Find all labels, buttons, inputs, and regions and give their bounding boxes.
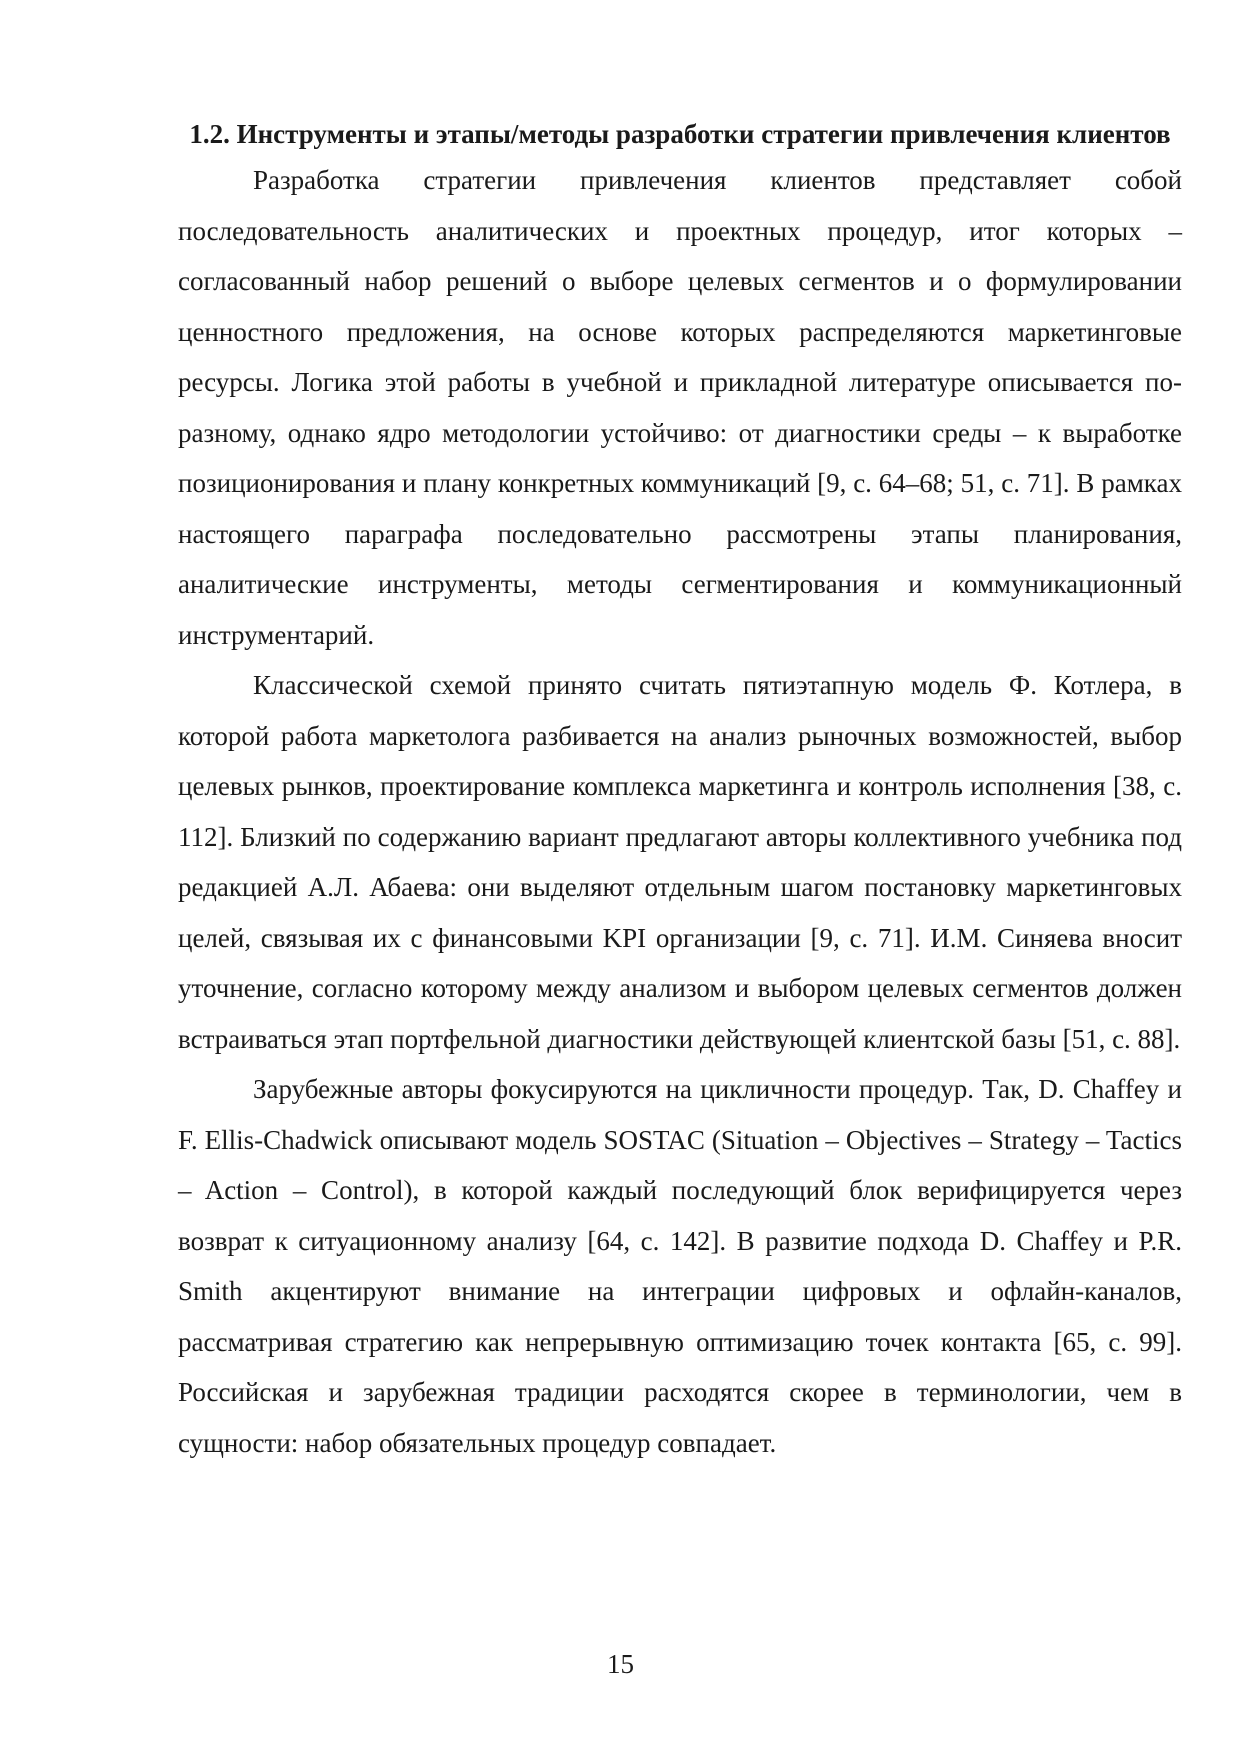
document-page [178,118,1182,1468]
section-heading: 1.2. Инструменты и этапы/методы разработки стратегии привлечения клиентов [189,119,1171,149]
paragraph-1: Разработка стратегии привлечения клиентов представляет собой последовательность аналитических и проектных процедур, итог которых – согласованный набор решений о выборе целевых сегментов и о формулировании ценностного предложения, на основе которых распределяются маркетинговые ресурсы. Логика этой работы в учебной и прикладной литературе описывается по-разному, однако ядро методологии устойчиво: от диагностики среды – к выработке позиционирования и плану конкретных коммуникаций [9, с. 64–68; 51, с. 71]. В рамках настоящего параграфа последовательно рассмотрены этапы планирования, аналитические инструменты, методы сегментирования и коммуникационный инструментарий. [178,165,1182,650]
paragraph-2: Классической схемой принято считать пятиэтапную модель Ф. Котлера, в которой работа маркетолога разбивается на анализ рыночных возможностей, выбор целевых рынков, проектирование комплекса маркетинга и контроль исполнения [38, с. 112]. Близкий по содержанию вариант предлагают авторы коллективного учебника под редакцией А.Л. Абаева: они выделяют отдельным шагом постановку маркетинговых целей, связывая их с финансовыми KPI организации [9, с. 71]. И.М. Синяева вносит уточнение, согласно которому между анализом и выбором целевых сегментов должен встраиваться этап портфельной диагностики действующей клиентской базы [51, с. 88]. [178,670,1182,1054]
page-number: 15 [607,1649,634,1679]
paragraph-3: Зарубежные авторы фокусируются на цикличности процедур. Так, D. Chaffey и F. Ellis-Chadwick описывают модель SOSTAC (Situation – Objectives – Strategy – Tactics – Action – Control), в которой каждый последующий блок верифицируется через возврат к ситуационному анализу [64, с. 142]. В развитие подхода D. Chaffey и P.R. Smith акцентируют внимание на интеграции цифровых и офлайн-каналов, рассматривая стратегию как непрерывную оптимизацию точек контакта [65, с. 99]. Российская и зарубежная традиции расходятся скорее в терминологии, чем в сущности: набор обязательных процедур совпадает. [178,1074,1182,1458]
